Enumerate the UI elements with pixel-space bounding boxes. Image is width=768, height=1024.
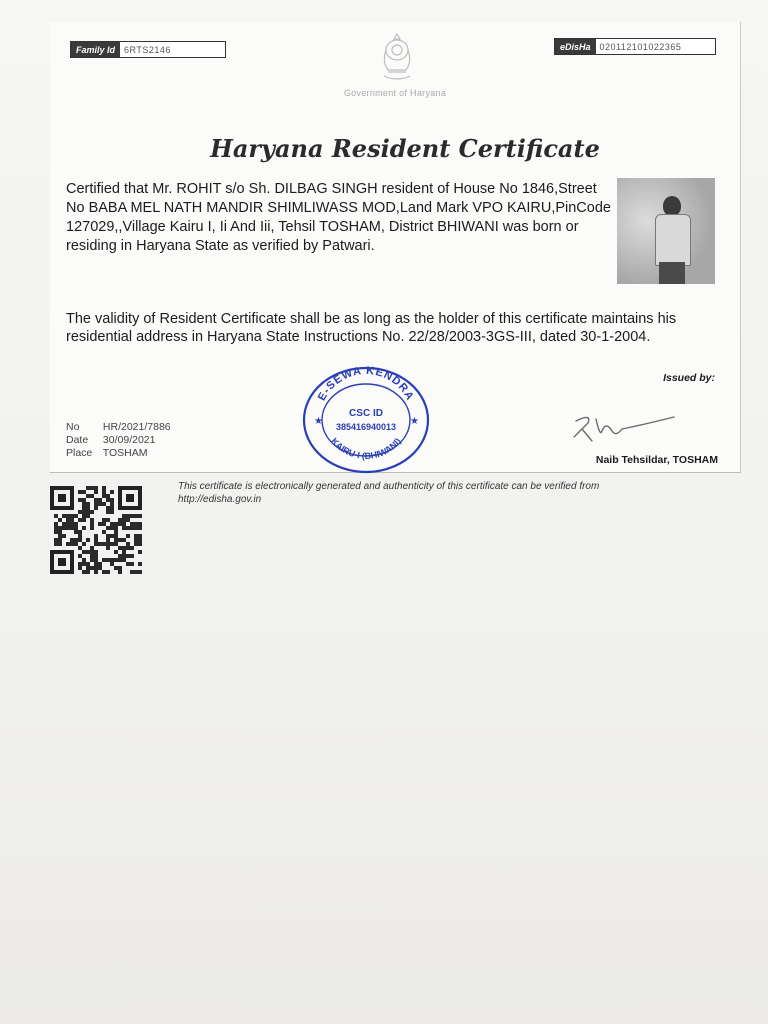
verification-url: http://edisha.gov.in: [178, 494, 262, 505]
stamp-top-text: E-SEWA KENDRA: [315, 364, 417, 403]
svg-text:KAIRU-I (BHIWANI): [329, 436, 403, 461]
signatory-title: Naib Tehsildar, TOSHAM: [595, 454, 718, 466]
haryana-emblem-icon: [374, 30, 420, 88]
date-value: 30/09/2021: [102, 434, 156, 446]
stamp-bottom-text: KAIRU-I (BHIWANI): [329, 436, 403, 461]
certificate-title: Haryana Resident Certificate: [210, 134, 600, 163]
signature: [562, 407, 682, 452]
date-label: Date: [66, 434, 89, 446]
no-value: HR/2021/7886: [102, 421, 171, 433]
stamp-csc-label: CSC ID: [349, 408, 383, 419]
place-value: TOSHAM: [102, 447, 148, 459]
certificate: [50, 22, 741, 473]
family-id-value: 6RTS2146: [124, 44, 171, 55]
svg-text:★: ★: [314, 416, 323, 427]
esewa-kendra-stamp: [298, 362, 434, 474]
family-id-label: Family Id: [71, 42, 120, 57]
qr-code-icon: [50, 486, 142, 574]
verification-note-text: This certificate is electronically generated and authenticity of this certificate can be verified from: [178, 481, 600, 492]
stamp-csc-id: 385416940013: [335, 422, 397, 432]
place-label: Place: [66, 447, 93, 459]
edisha-tag: [554, 38, 716, 55]
svg-text:★: ★: [410, 416, 419, 427]
issued-by-label: Issued by:: [663, 372, 715, 384]
family-id-tag: [70, 41, 226, 58]
edisha-value: 020112101022365: [599, 41, 682, 52]
holder-photo: [617, 178, 715, 284]
certification-paragraph: Certified that Mr. ROHIT s/o Sh. DILBAG SINGH resident of House No 1846,Street No BABA MEL NATH MANDIR SHIMLIWASS MOD,Land Mark VPO KAIRU,PinCode 127029,,Village Kairu I, Ii And Iii, Tehsil TOSHAM, District BHIWANI was born or residing in Haryana State as verified by Patwari.: [66, 181, 611, 254]
edisha-label: eDisHa: [555, 39, 596, 54]
government-heading: Government of Haryana: [343, 88, 447, 98]
validity-paragraph: The validity of Resident Certificate shall be as long as the holder of this certificate maintains his residential address in Haryana State Instructions No. 22/28/2003-3GS-III, dated 30-1-2004.: [66, 311, 677, 345]
certificate-meta: [66, 421, 171, 460]
no-label: No: [66, 421, 80, 433]
verification-note: [178, 480, 748, 506]
